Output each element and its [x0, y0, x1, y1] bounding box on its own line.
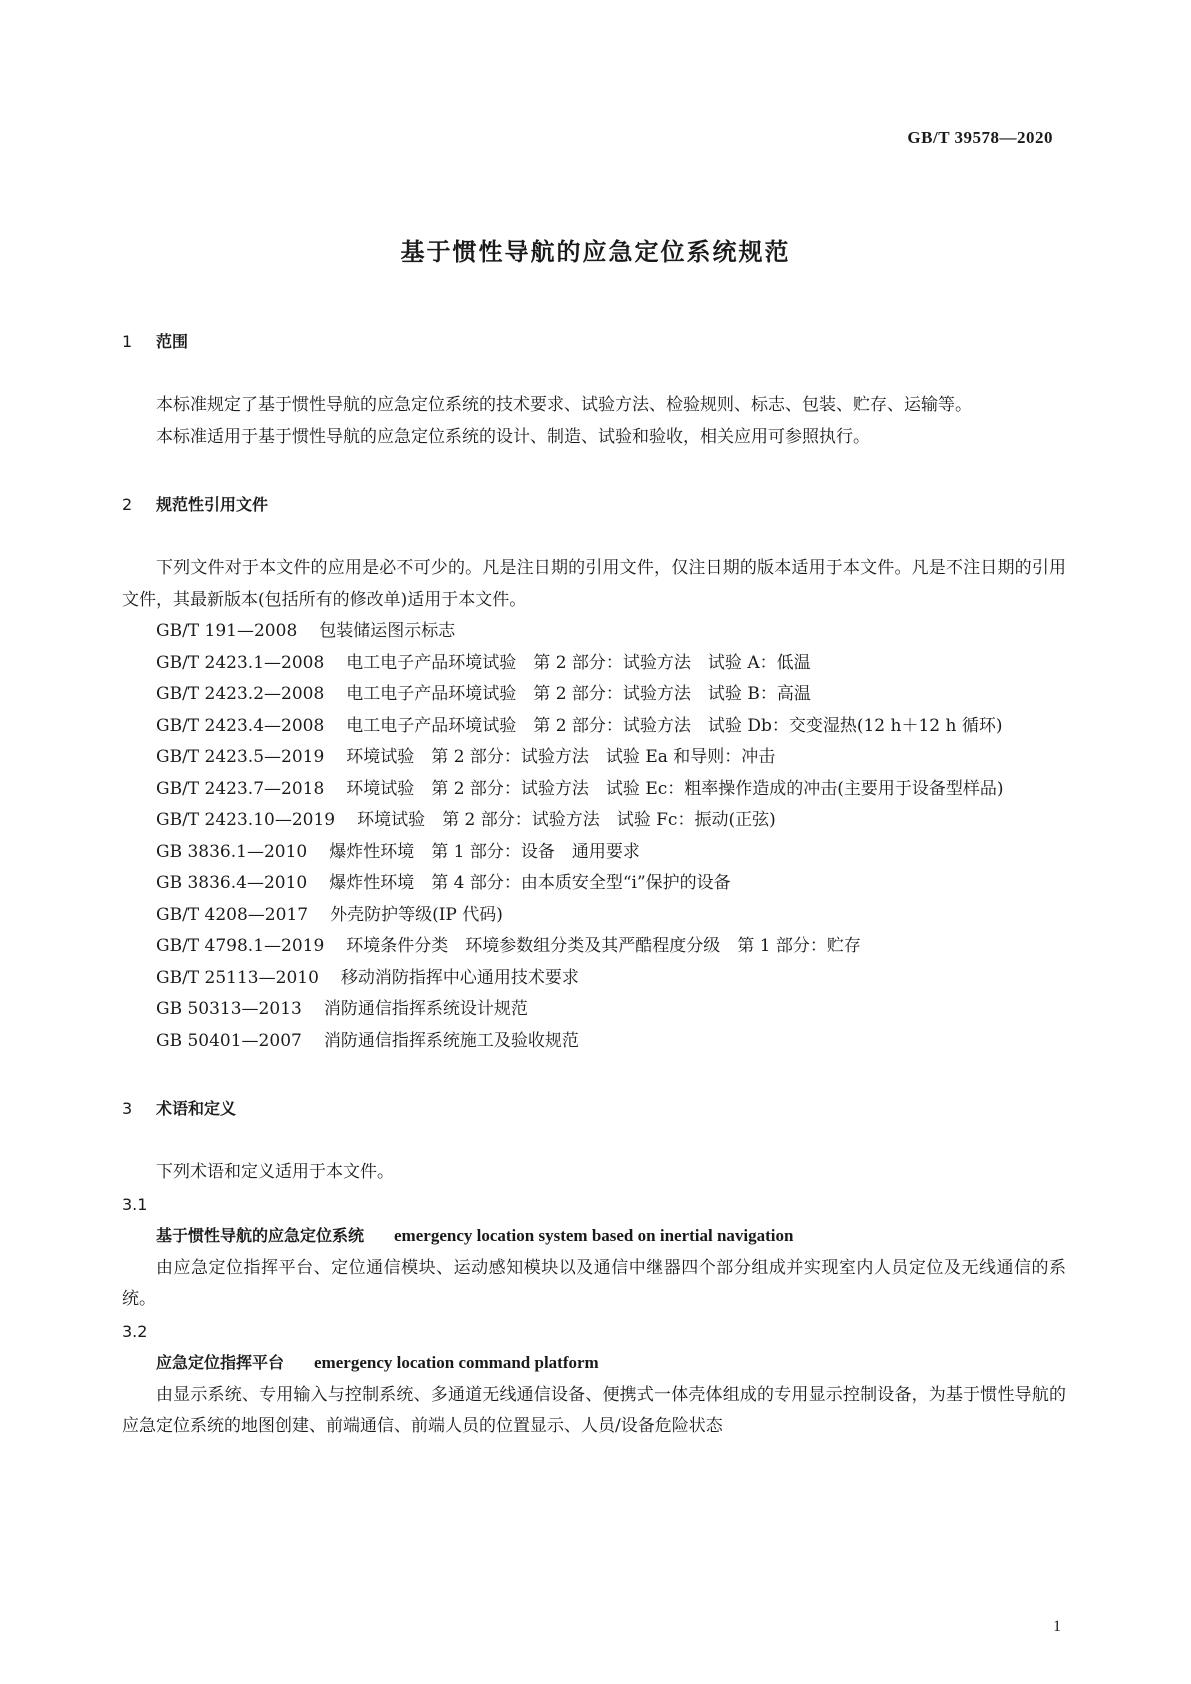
reference-code: GB/T 2423.2—2008 [156, 684, 325, 704]
reference-item [122, 900, 1066, 932]
reference-code: GB/T 4208—2017 [156, 904, 309, 925]
reference-item [122, 742, 1066, 774]
section-1-heading [122, 328, 1066, 356]
reference-title: 电工电子产品环境试验 第 2 部分：试验方法 试验 B：高温 [346, 684, 811, 704]
reference-code: GB/T 2423.5—2019 [156, 747, 325, 767]
reference-title: 电工电子产品环境试验 第 2 部分：试验方法 试验 A：低温 [346, 652, 811, 673]
term-definition: 由应急定位指挥平台、定位通信模块、运动感知模块以及通信中继器四个部分组成并实现室内人员定位及无线通信的系统。 [122, 1257, 1066, 1309]
reference-item [122, 963, 1066, 995]
reference-item [122, 648, 1066, 680]
section-2-heading [122, 491, 1066, 519]
reference-item [122, 837, 1066, 869]
section-number: 2 [122, 495, 133, 514]
reference-title: 移动消防指挥中心通用技术要求 [340, 967, 579, 988]
reference-title: 电工电子产品环境试验 第 2 部分：试验方法 试验 Db：交变湿热(12 h＋12 h 循环) [346, 715, 1003, 736]
scope-paragraph-1: 本标准规定了基于惯性导航的应急定位系统的技术要求、试验方法、检验规则、标志、包装、贮存、运输等。 [156, 395, 972, 415]
reference-title: 爆炸性环境 第 4 部分：由本质安全型“i”保护的设备 [329, 873, 731, 893]
reference-code: GB/T 2423.4—2008 [156, 715, 325, 736]
page-number: 1 [1053, 1618, 1061, 1635]
reference-item [122, 679, 1066, 711]
term-en: emergency location command platform [314, 1353, 599, 1372]
section-title: 规范性引用文件 [156, 495, 269, 514]
term-heading [122, 1220, 1066, 1253]
reference-list [122, 616, 1066, 1057]
reference-item [122, 868, 1066, 900]
term-number: 3.1 [122, 1194, 148, 1214]
reference-item [122, 805, 1066, 837]
reference-title: 环境试验 第 2 部分：试验方法 试验 Fc：振动(正弦) [357, 810, 776, 830]
reference-code: GB/T 25113—2010 [156, 967, 319, 988]
reference-code: GB 50313—2013 [156, 999, 302, 1019]
term-zh: 应急定位指挥平台 [156, 1353, 285, 1372]
term-zh: 基于惯性导航的应急定位系统 [156, 1226, 365, 1245]
reference-title: 爆炸性环境 第 1 部分：设备 通用要求 [329, 841, 640, 862]
section-number: 1 [122, 332, 133, 351]
term-entry [122, 1189, 1066, 1316]
reference-item [122, 931, 1066, 963]
reference-code: GB 3836.1—2010 [156, 841, 308, 862]
reference-title: 环境条件分类 环境参数组分类及其严酷程度分级 第 1 部分：贮存 [346, 936, 861, 956]
reference-item [122, 774, 1066, 806]
reference-code: GB 3836.4—2010 [156, 873, 308, 893]
terms-intro: 下列术语和定义适用于本文件。 [156, 1162, 394, 1182]
references-intro: 下列文件对于本文件的应用是必不可少的。凡是注日期的引用文件，仅注日期的版本适用于本文件。凡是不注日期的引用文件，其最新版本(包括所有的修改单)适用于本文件。 [122, 558, 1066, 610]
term-heading [122, 1347, 1066, 1380]
reference-item [122, 1026, 1066, 1058]
term-entry [122, 1316, 1066, 1443]
reference-item [122, 616, 1066, 648]
section-title: 范围 [156, 332, 189, 351]
reference-code: GB/T 4798.1—2019 [156, 936, 325, 956]
scope-paragraph-2: 本标准适用于基于惯性导航的应急定位系统的设计、制造、试验和验收，相关应用可参照执行。 [156, 426, 870, 447]
standard-code: GB/T 39578—2020 [907, 128, 1053, 147]
reference-title: 消防通信指挥系统设计规范 [323, 999, 528, 1019]
reference-code: GB 50401—2007 [156, 1030, 302, 1051]
reference-title: 外壳防护等级(IP 代码) [330, 904, 503, 925]
reference-code: GB/T 191—2008 [156, 621, 298, 641]
reference-title: 消防通信指挥系统施工及验收规范 [323, 1030, 579, 1051]
reference-title: 环境试验 第 2 部分：试验方法 试验 Ea 和导则：冲击 [346, 747, 776, 767]
term-en: emergency location system based on inertial navigation [394, 1226, 794, 1245]
reference-item [122, 711, 1066, 743]
document-body [122, 328, 1066, 1443]
term-definition: 由显示系统、专用输入与控制系统、多通道无线通信设备、便携式一体壳体组成的专用显示控制设备，为基于惯性导航的应急定位系统的地图创建、前端通信、前端人员的位置显示、人员/设备危险状态 [122, 1384, 1066, 1436]
section-3-heading [122, 1095, 1066, 1123]
section-title: 术语和定义 [156, 1099, 237, 1118]
section-number: 3 [122, 1099, 133, 1118]
document-title: 基于惯性导航的应急定位系统规范 [400, 238, 791, 266]
reference-code: GB/T 2423.7—2018 [156, 778, 325, 799]
reference-title: 环境试验 第 2 部分：试验方法 试验 Ec：粗率操作造成的冲击(主要用于设备型样品) [346, 778, 1004, 799]
reference-item [122, 994, 1066, 1026]
term-number: 3.2 [122, 1321, 148, 1341]
reference-code: GB/T 2423.1—2008 [156, 652, 325, 673]
reference-title: 包装储运图示标志 [319, 621, 456, 641]
reference-code: GB/T 2423.10—2019 [156, 810, 336, 830]
